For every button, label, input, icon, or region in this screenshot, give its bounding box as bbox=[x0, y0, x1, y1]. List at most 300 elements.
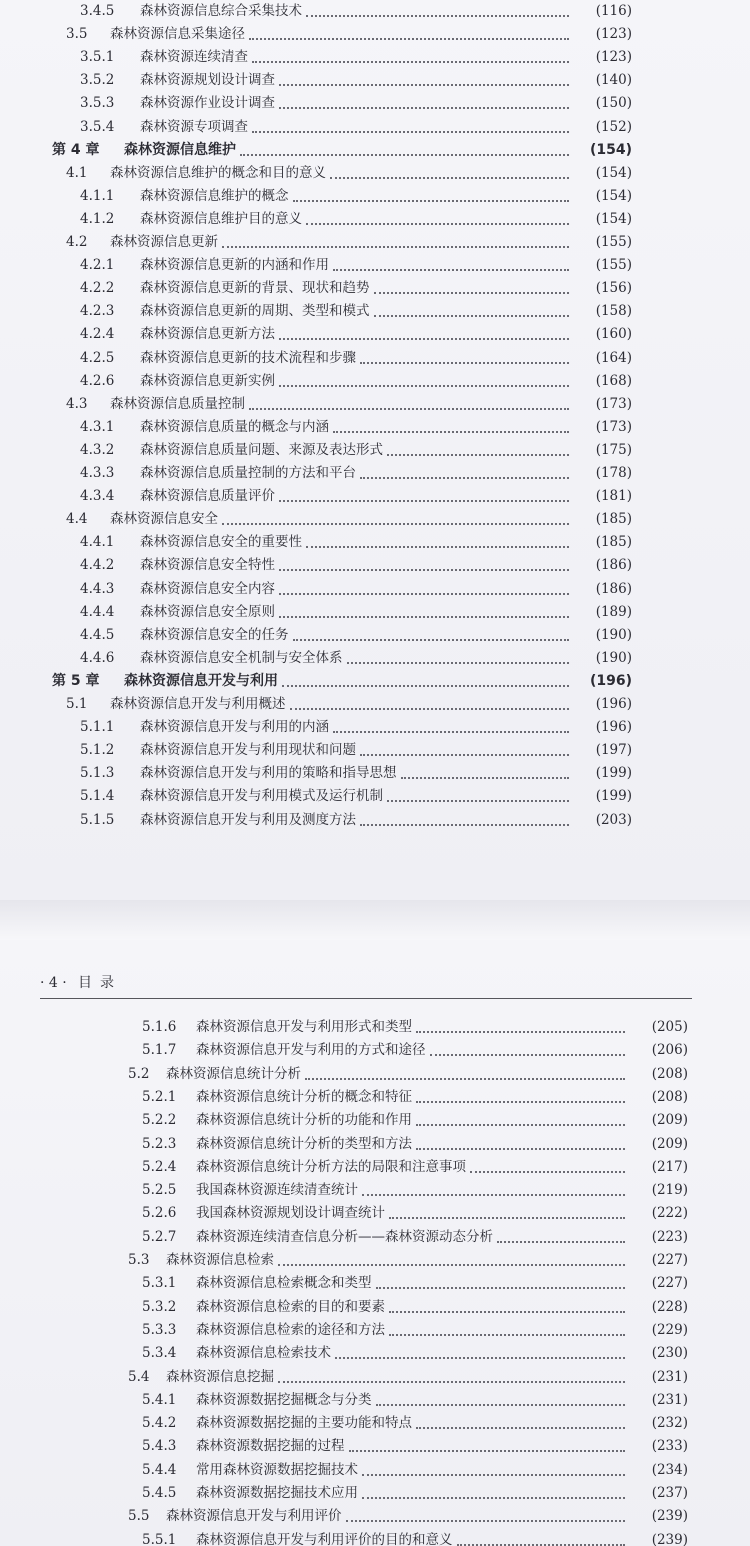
toc-leader-dots bbox=[293, 200, 569, 202]
toc-entry-number: 4.4.3 bbox=[80, 580, 115, 597]
toc-entry-number: 5.4.1 bbox=[142, 1391, 177, 1408]
toc-entry-number: 4.2.4 bbox=[80, 326, 115, 343]
toc-entry-page: (152) bbox=[595, 118, 632, 135]
toc-entry-page: (227) bbox=[651, 1252, 688, 1268]
toc-leader-dots bbox=[349, 1450, 625, 1452]
toc-entry-page: (230) bbox=[651, 1345, 688, 1362]
toc-entry-number: 5.1.2 bbox=[80, 742, 115, 759]
toc-leader-dots bbox=[416, 1427, 625, 1429]
toc-entry-row bbox=[0, 46, 750, 69]
toc-entry-page: (190) bbox=[595, 649, 632, 666]
toc-leader-dots bbox=[252, 61, 569, 63]
toc-entry-row bbox=[0, 785, 750, 808]
toc-entry-title: 森林资源信息安全内容 bbox=[140, 580, 275, 597]
toc-leader-dots bbox=[360, 824, 569, 826]
toc-entry-number: 4.4.1 bbox=[80, 534, 115, 551]
toc-entry-number: 3.5.1 bbox=[80, 49, 115, 66]
toc-leader-dots bbox=[416, 1031, 625, 1033]
toc-entry-row bbox=[0, 323, 750, 346]
toc-leader-dots bbox=[470, 1171, 625, 1173]
toc-entry-row bbox=[0, 554, 750, 577]
toc-leader-dots bbox=[279, 385, 569, 387]
toc-entry-number: 4.2.1 bbox=[80, 257, 115, 274]
toc-entry-title: 森林资源连续清查 bbox=[140, 49, 248, 66]
toc-leader-dots bbox=[376, 1287, 625, 1289]
toc-leader-dots bbox=[389, 1217, 625, 1219]
toc-leader-dots bbox=[306, 546, 569, 548]
toc-entry-title: 森林资源信息检索的途径和方法 bbox=[196, 1321, 385, 1338]
toc-leader-dots bbox=[333, 431, 569, 433]
toc-entry-page: (175) bbox=[595, 441, 632, 458]
toc-entry-page: (196) bbox=[595, 719, 632, 736]
toc-entry-number: 5.4.3 bbox=[142, 1438, 177, 1455]
toc-entry-number: 4.4.2 bbox=[80, 557, 115, 574]
toc-entry-page: (237) bbox=[651, 1485, 688, 1501]
toc-entry-number: 5.1.3 bbox=[80, 765, 115, 782]
toc-entry-row bbox=[0, 578, 750, 601]
toc-entry-row bbox=[0, 1086, 750, 1109]
toc-leader-dots bbox=[389, 1334, 625, 1336]
toc-entry-title: 森林资源数据挖掘的过程 bbox=[196, 1438, 345, 1455]
toc-entry-title: 森林资源信息开发与利用的策略和指导思想 bbox=[140, 765, 397, 782]
toc-entry-page: (178) bbox=[595, 465, 632, 481]
toc-entry-row bbox=[0, 393, 750, 416]
toc-leader-dots bbox=[279, 616, 569, 618]
toc-entry-row bbox=[0, 347, 750, 370]
toc-entry-page: (232) bbox=[651, 1415, 688, 1432]
toc-entry-row bbox=[0, 1156, 750, 1179]
toc-entry-row bbox=[0, 1389, 750, 1412]
toc-leader-dots bbox=[416, 1148, 625, 1150]
toc-entry-title: 森林资源信息检索概念和类型 bbox=[196, 1275, 372, 1292]
toc-entry-title: 森林资源信息安全原则 bbox=[140, 603, 275, 620]
toc-entry-number: 4.2.3 bbox=[80, 303, 115, 320]
toc-entry-row bbox=[0, 92, 750, 115]
toc-entry-number: 5.1.5 bbox=[80, 811, 115, 828]
toc-entry-row bbox=[0, 1179, 750, 1202]
toc-entry-row bbox=[0, 1133, 750, 1156]
toc-entry-row bbox=[0, 1272, 750, 1295]
toc-entry-page: (186) bbox=[595, 580, 632, 597]
toc-entry-number: 4.3.3 bbox=[80, 465, 115, 481]
toc-entry-row bbox=[0, 624, 750, 647]
toc-entry-row bbox=[0, 1202, 750, 1225]
toc-entry-title: 森林资源信息开发与利用模式及运行机制 bbox=[140, 788, 383, 805]
toc-entry-number: 5.2.5 bbox=[142, 1182, 177, 1199]
toc-leader-dots bbox=[290, 708, 569, 710]
toc-entry-title: 森林资源信息安全的重要性 bbox=[140, 534, 302, 551]
toc-entry-row bbox=[0, 716, 750, 739]
toc-entry-row bbox=[0, 1016, 750, 1039]
toc-entry-title: 森林资源信息更新实例 bbox=[140, 372, 275, 389]
toc-entry-title: 森林资源数据挖掘技术应用 bbox=[196, 1485, 358, 1501]
toc-entry-page: (189) bbox=[595, 603, 632, 620]
toc-entry-row bbox=[0, 1459, 750, 1482]
toc-entry-page: (229) bbox=[651, 1321, 688, 1338]
toc-entry-title: 森林资源数据挖掘概念与分类 bbox=[196, 1391, 372, 1408]
toc-entry-number: 第 5 章 bbox=[52, 672, 100, 689]
toc-entry-page: (155) bbox=[595, 257, 632, 274]
toc-entry-title: 森林资源信息安全 bbox=[110, 511, 218, 528]
toc-entry-number: 5.2.2 bbox=[142, 1112, 177, 1129]
toc-entry-number: 4.4 bbox=[66, 511, 88, 528]
toc-entry-page: (199) bbox=[595, 765, 632, 782]
toc-entry-page: (209) bbox=[651, 1112, 688, 1129]
toc-entry-title: 森林资源信息开发与利用 bbox=[124, 672, 278, 689]
toc-leader-dots bbox=[333, 269, 569, 271]
toc-leader-dots bbox=[416, 1124, 625, 1126]
toc-entry-row bbox=[0, 1039, 750, 1062]
toc-entry-number: 3.5 bbox=[66, 26, 88, 43]
toc-entry-number: 5.3.4 bbox=[142, 1345, 177, 1362]
toc-entry-row bbox=[0, 1342, 750, 1365]
toc-entry-row bbox=[0, 231, 750, 254]
toc-entry-title: 森林资源信息开发与利用评价 bbox=[166, 1508, 342, 1525]
toc-entry-title: 森林资源信息统计分析的功能和作用 bbox=[196, 1112, 412, 1129]
toc-entry-number: 5.4.5 bbox=[142, 1485, 177, 1501]
toc-entry-page: (185) bbox=[595, 534, 632, 551]
toc-entry-title: 森林资源信息统计分析方法的局限和注意事项 bbox=[196, 1158, 466, 1175]
toc-entry-number: 5.4.2 bbox=[142, 1415, 177, 1432]
toc-entry-number: 5.3 bbox=[128, 1252, 150, 1268]
toc-entry-number: 5.2.1 bbox=[142, 1088, 177, 1105]
toc-entry-page: (206) bbox=[651, 1042, 688, 1059]
toc-entry-title: 森林资源信息更新的内涵和作用 bbox=[140, 257, 329, 274]
toc-leader-dots bbox=[279, 569, 569, 571]
page-header bbox=[40, 972, 692, 999]
toc-entry-page: (156) bbox=[595, 280, 632, 297]
toc-entry-title: 森林资源信息挖掘 bbox=[166, 1368, 274, 1385]
toc-leader-dots bbox=[360, 362, 569, 364]
toc-entry-page: (222) bbox=[651, 1205, 688, 1222]
toc-entry-number: 5.4.4 bbox=[142, 1461, 177, 1478]
toc-entry-number: 5.1.4 bbox=[80, 788, 115, 805]
toc-entry-page: (203) bbox=[595, 811, 632, 828]
toc-entry-title: 森林资源数据挖掘的主要功能和特点 bbox=[196, 1415, 412, 1432]
toc-leader-dots bbox=[430, 1054, 625, 1056]
toc-entry-number: 3.5.3 bbox=[80, 95, 115, 112]
toc-entry-page: (231) bbox=[651, 1391, 688, 1408]
toc-entry-number: 5.1.1 bbox=[80, 719, 115, 736]
toc-entry-title: 我国森林资源规划设计调查统计 bbox=[196, 1205, 385, 1222]
toc-page-2 bbox=[0, 940, 750, 1546]
toc-entry-number: 5.2.7 bbox=[142, 1228, 177, 1245]
toc-entry-title: 森林资源信息更新 bbox=[110, 234, 218, 250]
toc-entry-title: 森林资源信息开发与利用评价的目的和意义 bbox=[196, 1531, 453, 1546]
toc-entry-row bbox=[0, 1226, 750, 1249]
toc-entry-row bbox=[0, 1505, 750, 1528]
toc-entry-page: (154) bbox=[595, 210, 632, 227]
toc-entry-number: 5.5 bbox=[128, 1508, 150, 1525]
toc-entry-row bbox=[0, 277, 750, 300]
toc-entry-row bbox=[0, 462, 750, 485]
toc-entry-page: (158) bbox=[595, 303, 632, 320]
toc-leader-dots bbox=[305, 1078, 625, 1080]
toc-entry-row bbox=[0, 208, 750, 231]
toc-entry-row bbox=[0, 1063, 750, 1086]
toc-entry-title: 森林资源信息开发与利用形式和类型 bbox=[196, 1019, 412, 1035]
toc-entry-title: 森林资源信息质量评价 bbox=[140, 488, 275, 505]
toc-entry-number: 4.3 bbox=[66, 395, 88, 412]
toc-entry-title: 我国森林资源连续清查统计 bbox=[196, 1182, 358, 1199]
toc-entry-page: (219) bbox=[651, 1182, 688, 1199]
toc-entry-page: (160) bbox=[595, 326, 632, 343]
toc-entry-page: (217) bbox=[651, 1158, 688, 1175]
toc-entry-title: 森林资源信息检索技术 bbox=[196, 1345, 331, 1362]
toc-entry-number: 4.2.5 bbox=[80, 349, 115, 366]
toc-entry-number: 3.4.5 bbox=[80, 3, 115, 19]
toc-entry-page: (173) bbox=[595, 395, 632, 412]
toc-leader-dots bbox=[279, 338, 569, 340]
toc-entry-number: 4.1.2 bbox=[80, 210, 115, 227]
toc-entry-row bbox=[0, 1412, 750, 1435]
toc-entry-title: 森林资源信息质量控制 bbox=[110, 395, 245, 412]
toc-entry-number: 5.1 bbox=[66, 696, 88, 712]
toc-entry-page: (123) bbox=[595, 26, 632, 43]
toc-entry-page: (196) bbox=[595, 696, 632, 712]
toc-entry-title: 森林资源信息采集途径 bbox=[110, 26, 245, 43]
toc-entry-row bbox=[0, 739, 750, 762]
toc-entry-number: 4.3.2 bbox=[80, 441, 115, 458]
toc-leader-dots bbox=[330, 177, 569, 179]
toc-leader-dots bbox=[279, 84, 569, 86]
toc-entry-page: (196) bbox=[589, 672, 632, 689]
toc-leader-dots bbox=[362, 1497, 625, 1499]
toc-leader-dots bbox=[374, 315, 569, 317]
toc-entry-page: (231) bbox=[651, 1368, 688, 1385]
toc-entry-page: (116) bbox=[595, 3, 632, 19]
toc-entry-page: (234) bbox=[651, 1461, 688, 1478]
toc-entry-page: (228) bbox=[651, 1298, 688, 1315]
toc-leader-dots bbox=[335, 1357, 625, 1359]
toc-entry-number: 5.2.6 bbox=[142, 1205, 177, 1222]
toc-entry-number: 5.2.4 bbox=[142, 1158, 177, 1175]
toc-entry-row bbox=[0, 116, 750, 139]
toc-leader-dots bbox=[497, 1241, 625, 1243]
toc-leader-dots bbox=[282, 685, 569, 687]
toc-leader-dots bbox=[249, 38, 569, 40]
toc-entry-number: 5.4 bbox=[128, 1368, 150, 1385]
toc-entry-page: (185) bbox=[595, 511, 632, 528]
toc-entry-row bbox=[0, 1296, 750, 1319]
toc-leader-dots bbox=[401, 777, 569, 779]
toc-entry-title: 森林资源信息统计分析的类型和方法 bbox=[196, 1135, 412, 1152]
toc-leader-dots bbox=[346, 1520, 625, 1522]
toc-entry-page: (208) bbox=[651, 1065, 688, 1082]
toc-leader-dots bbox=[278, 1381, 625, 1383]
toc-entry-number: 4.4.4 bbox=[80, 603, 115, 620]
toc-entry-title: 森林资源信息检索 bbox=[166, 1252, 274, 1268]
toc-entry-number: 4.2.2 bbox=[80, 280, 115, 297]
toc-leader-dots bbox=[374, 292, 569, 294]
toc-entry-row bbox=[0, 1435, 750, 1458]
toc-entry-row bbox=[0, 23, 750, 46]
toc-entry-number: 5.1.6 bbox=[142, 1019, 177, 1035]
toc-entry-title: 森林资源信息更新的背景、现状和趋势 bbox=[140, 280, 370, 297]
toc-entry-title: 森林资源信息综合采集技术 bbox=[140, 3, 302, 19]
toc-entry-page: (205) bbox=[651, 1019, 688, 1035]
toc-entry-number: 5.1.7 bbox=[142, 1042, 177, 1059]
toc-leader-dots bbox=[333, 731, 569, 733]
toc-entry-row bbox=[0, 416, 750, 439]
toc-entry-number: 4.2 bbox=[66, 234, 88, 250]
toc-entry-title: 森林资源信息质量控制的方法和平台 bbox=[140, 465, 356, 481]
toc-entry-number: 4.1 bbox=[66, 164, 88, 181]
toc-leader-dots bbox=[306, 15, 569, 17]
toc-entry-title: 森林资源信息安全机制与安全体系 bbox=[140, 649, 343, 666]
toc-leader-dots bbox=[360, 477, 569, 479]
toc-entry-title: 森林资源信息开发与利用的内涵 bbox=[140, 719, 329, 736]
toc-entry-page: (155) bbox=[595, 234, 632, 250]
toc-entry-title: 森林资源作业设计调查 bbox=[140, 95, 275, 112]
toc-entry-title: 森林资源信息维护的概念和目的意义 bbox=[110, 164, 326, 181]
toc-leader-dots bbox=[360, 754, 569, 756]
toc-leader-dots bbox=[278, 1264, 625, 1266]
toc-leader-dots bbox=[387, 800, 569, 802]
toc-entry-title: 森林资源专项调查 bbox=[140, 118, 248, 135]
toc-entry-page: (154) bbox=[595, 164, 632, 181]
toc-entry-number: 4.4.5 bbox=[80, 626, 115, 643]
toc-entry-number: 5.3.1 bbox=[142, 1275, 177, 1292]
toc-entry-page: (233) bbox=[651, 1438, 688, 1455]
toc-entry-title: 森林资源信息维护的概念 bbox=[140, 187, 289, 204]
toc-entry-row bbox=[0, 300, 750, 323]
toc-entry-title: 森林资源信息开发与利用的方式和途径 bbox=[196, 1042, 426, 1059]
toc-entry-title: 森林资源信息开发与利用现状和问题 bbox=[140, 742, 356, 759]
toc-entry-page: (223) bbox=[651, 1228, 688, 1245]
toc-entry-page: (186) bbox=[595, 557, 632, 574]
toc-leader-dots bbox=[389, 1311, 625, 1313]
toc-entry-title: 森林资源信息更新的周期、类型和模式 bbox=[140, 303, 370, 320]
toc-entry-row bbox=[0, 762, 750, 785]
toc-entry-number: 5.5.1 bbox=[142, 1531, 177, 1546]
toc-entry-title: 森林资源信息检索的目的和要素 bbox=[196, 1298, 385, 1315]
toc-entry-row bbox=[0, 531, 750, 554]
toc-leader-dots bbox=[222, 246, 569, 248]
toc-entry-title: 森林资源信息维护 bbox=[124, 141, 236, 158]
toc-entry-title: 森林资源信息统计分析的概念和特征 bbox=[196, 1088, 412, 1105]
toc-leader-dots bbox=[347, 662, 569, 664]
toc-entry-row bbox=[0, 1482, 750, 1505]
toc-entry-number: 第 4 章 bbox=[52, 141, 100, 158]
toc-entry-title: 森林资源信息统计分析 bbox=[166, 1065, 301, 1082]
toc-leader-dots bbox=[279, 593, 569, 595]
toc-entry-page: (181) bbox=[595, 488, 632, 505]
toc-entry-page: (168) bbox=[595, 372, 632, 389]
toc-entry-number: 4.3.4 bbox=[80, 488, 115, 505]
toc-entry-page: (208) bbox=[651, 1088, 688, 1105]
toc-entry-page: (154) bbox=[595, 187, 632, 204]
toc-entry-page: (197) bbox=[595, 742, 632, 759]
toc-entry-page: (154) bbox=[589, 141, 632, 158]
toc-entry-page: (164) bbox=[595, 349, 632, 366]
toc-entry-title: 森林资源信息开发与利用概述 bbox=[110, 696, 286, 712]
toc-leader-dots bbox=[279, 107, 569, 109]
toc-entry-row bbox=[0, 0, 750, 23]
toc-entry-title: 森林资源规划设计调查 bbox=[140, 72, 275, 89]
header-title: 目录 bbox=[78, 975, 122, 991]
toc-chapter-row bbox=[0, 670, 750, 693]
toc-entry-row bbox=[0, 162, 750, 185]
toc-entry-number: 5.2 bbox=[128, 1065, 150, 1082]
toc-entry-page: (173) bbox=[595, 418, 632, 435]
toc-entry-row bbox=[0, 485, 750, 508]
toc-entry-number: 4.4.6 bbox=[80, 649, 115, 666]
toc-leader-dots bbox=[387, 454, 569, 456]
toc-entry-page: (209) bbox=[651, 1135, 688, 1152]
toc-entry-number: 4.1.1 bbox=[80, 187, 115, 204]
toc-leader-dots bbox=[362, 1474, 625, 1476]
toc-entry-row bbox=[0, 1249, 750, 1272]
toc-entry-number: 4.2.6 bbox=[80, 372, 115, 389]
toc-leader-dots bbox=[252, 131, 569, 133]
toc-entry-row bbox=[0, 254, 750, 277]
toc-leader-dots bbox=[376, 1404, 625, 1406]
toc-entry-row bbox=[0, 647, 750, 670]
toc-leader-dots bbox=[279, 500, 569, 502]
toc-entry-title: 森林资源信息安全特性 bbox=[140, 557, 275, 574]
toc-entry-number: 5.3.3 bbox=[142, 1321, 177, 1338]
toc-entry-title: 森林资源信息开发与利用及测度方法 bbox=[140, 811, 356, 828]
toc-entry-number: 4.3.1 bbox=[80, 418, 115, 435]
toc-entry-row bbox=[0, 1366, 750, 1389]
toc-leader-dots bbox=[249, 408, 569, 410]
toc-entry-row bbox=[0, 69, 750, 92]
toc-entry-row bbox=[0, 439, 750, 462]
toc-entry-title: 森林资源连续清查信息分析——森林资源动态分析 bbox=[196, 1228, 493, 1245]
toc-entry-page: (199) bbox=[595, 788, 632, 805]
toc-leader-dots bbox=[306, 223, 569, 225]
toc-entry-row bbox=[0, 508, 750, 531]
toc-entry-number: 5.3.2 bbox=[142, 1298, 177, 1315]
toc-entry-row bbox=[0, 370, 750, 393]
toc-entry-row bbox=[0, 809, 750, 832]
toc-leader-dots bbox=[362, 1194, 625, 1196]
toc-entry-title: 森林资源信息质量的概念与内涵 bbox=[140, 418, 329, 435]
toc-entry-page: (239) bbox=[651, 1508, 688, 1525]
toc-chapter-row bbox=[0, 139, 750, 162]
toc-entry-row bbox=[0, 1529, 750, 1546]
toc-leader-dots bbox=[457, 1544, 625, 1546]
toc-leader-dots bbox=[293, 639, 569, 641]
toc-entry-row bbox=[0, 601, 750, 624]
toc-entry-title: 常用森林资源数据挖掘技术 bbox=[196, 1461, 358, 1478]
toc-entry-page: (150) bbox=[595, 95, 632, 112]
toc-entry-title: 森林资源信息质量问题、来源及表达形式 bbox=[140, 441, 383, 458]
toc-entry-page: (123) bbox=[595, 49, 632, 66]
toc-entry-title: 森林资源信息安全的任务 bbox=[140, 626, 289, 643]
toc-entry-row bbox=[0, 1109, 750, 1132]
toc-entry-title: 森林资源信息更新方法 bbox=[140, 326, 275, 343]
toc-entry-title: 森林资源信息更新的技术流程和步骤 bbox=[140, 349, 356, 366]
toc-leader-dots bbox=[222, 523, 569, 525]
toc-entry-row bbox=[0, 1319, 750, 1342]
toc-entry-title: 森林资源信息维护目的意义 bbox=[140, 210, 302, 227]
toc-leader-dots bbox=[240, 154, 569, 156]
toc-entry-page: (190) bbox=[595, 626, 632, 643]
toc-entry-number: 3.5.2 bbox=[80, 72, 115, 89]
toc-leader-dots bbox=[416, 1101, 625, 1103]
toc-entry-row bbox=[0, 185, 750, 208]
header-page-number: · 4 · bbox=[40, 975, 67, 991]
toc-entry-row bbox=[0, 693, 750, 716]
toc-entry-number: 5.2.3 bbox=[142, 1135, 177, 1152]
toc-entry-page: (227) bbox=[651, 1275, 688, 1292]
toc-entry-page: (239) bbox=[651, 1531, 688, 1546]
toc-entry-number: 3.5.4 bbox=[80, 118, 115, 135]
page-gap bbox=[0, 900, 750, 940]
toc-entry-page: (140) bbox=[595, 72, 632, 89]
